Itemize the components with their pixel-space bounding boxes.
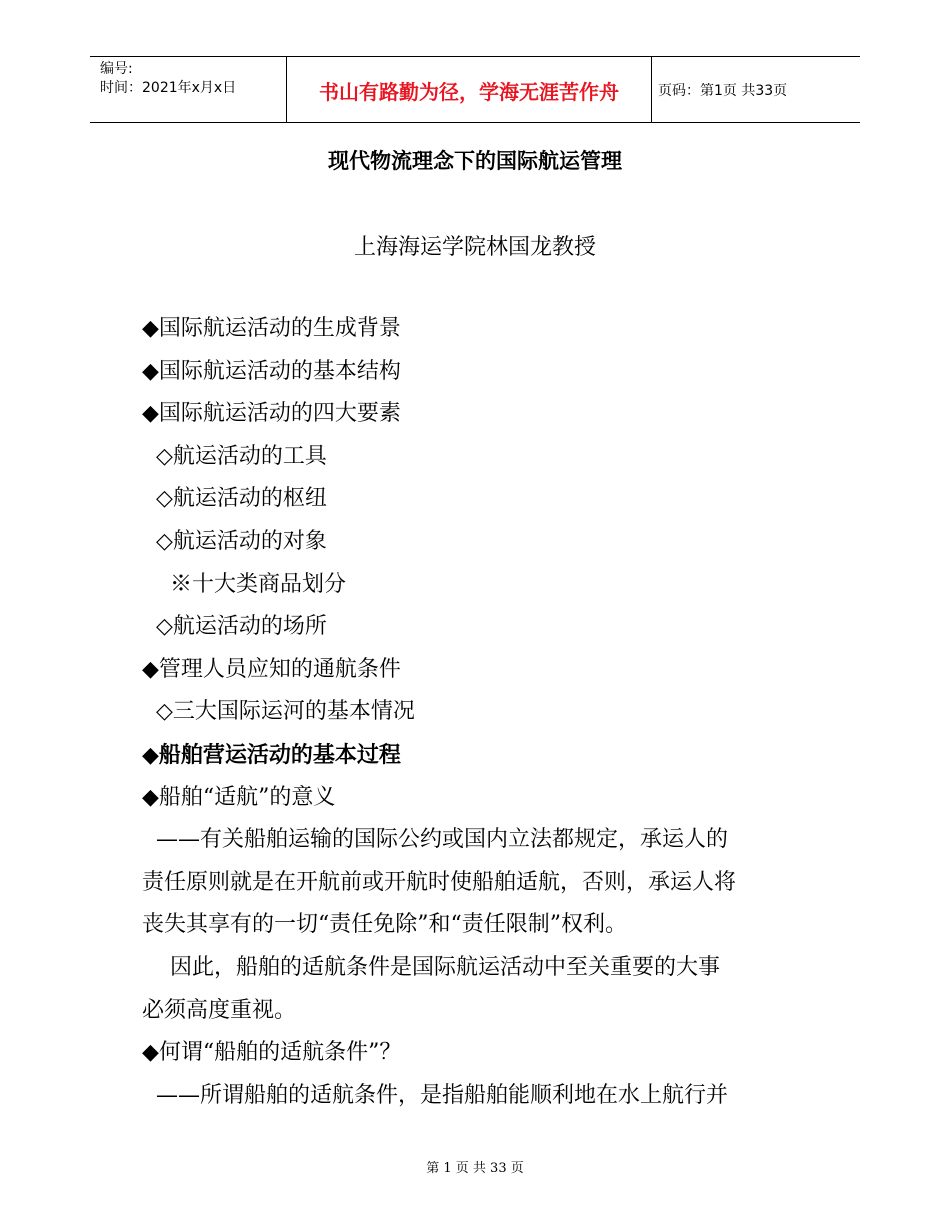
body-line: ◆何谓“船舶的适航条件”？ <box>142 1040 402 1066</box>
header-bottom-rule <box>90 122 860 123</box>
header-number-label: 编号: <box>100 61 133 77</box>
body-paragraph-line: ——所谓船舶的适航条件，是指船舶能顺利地在水上航行并 <box>142 1082 728 1108</box>
document-body <box>142 308 822 1117</box>
body-line: ◇航运活动的枢纽 <box>142 486 327 512</box>
body-paragraph-line: 责任原则就是在开航前或开航时使船舶适航，否则，承运人将 <box>142 869 737 895</box>
header-motto: 书山有路勤为径，学海无涯苦作舟 <box>319 80 619 104</box>
body-line: ◇航运活动的工具 <box>142 443 327 469</box>
body-paragraph-line: ——有关船舶运输的国际公约或国内立法都规定，承运人的 <box>142 827 728 853</box>
body-paragraph-line: 丧失其享有的一切“责任免除”和“责任限制”权利。 <box>142 912 627 938</box>
header-divider-right <box>651 56 652 122</box>
page-footer: 第 1 页 共 33 页 <box>426 1161 524 1176</box>
body-paragraph-line: 必须高度重视。 <box>142 997 297 1023</box>
body-line: ◆国际航运活动的基本结构 <box>142 358 401 384</box>
body-line: ◇三大国际运河的基本情况 <box>142 699 415 725</box>
body-line: ◆国际航运活动的四大要素 <box>142 401 401 427</box>
header-page-info: 页码：第1页 共33页 <box>658 83 788 99</box>
body-line: ◆国际航运活动的生成背景 <box>142 316 401 341</box>
body-line: ◆管理人员应知的通航条件 <box>142 656 401 682</box>
body-line: ◆船舶“适航”的意义 <box>142 784 336 810</box>
body-heading-bold: ◆船舶营运活动的基本过程 <box>142 741 401 768</box>
header-meta <box>100 60 236 98</box>
body-line: ※十大类商品划分 <box>142 571 346 597</box>
document-author: 上海海运学院林国龙教授 <box>353 235 596 260</box>
body-paragraph-line: 因此，船舶的适航条件是国际航运活动中至关重要的大事 <box>142 954 720 980</box>
header-time-label: 时间：2021年x月x日 <box>100 80 237 96</box>
document-title: 现代物流理念下的国际航运管理 <box>328 148 622 173</box>
body-line: ◇航运活动的对象 <box>142 528 327 554</box>
body-line: ◇航运活动的场所 <box>142 614 327 640</box>
header-top-rule <box>90 56 860 57</box>
